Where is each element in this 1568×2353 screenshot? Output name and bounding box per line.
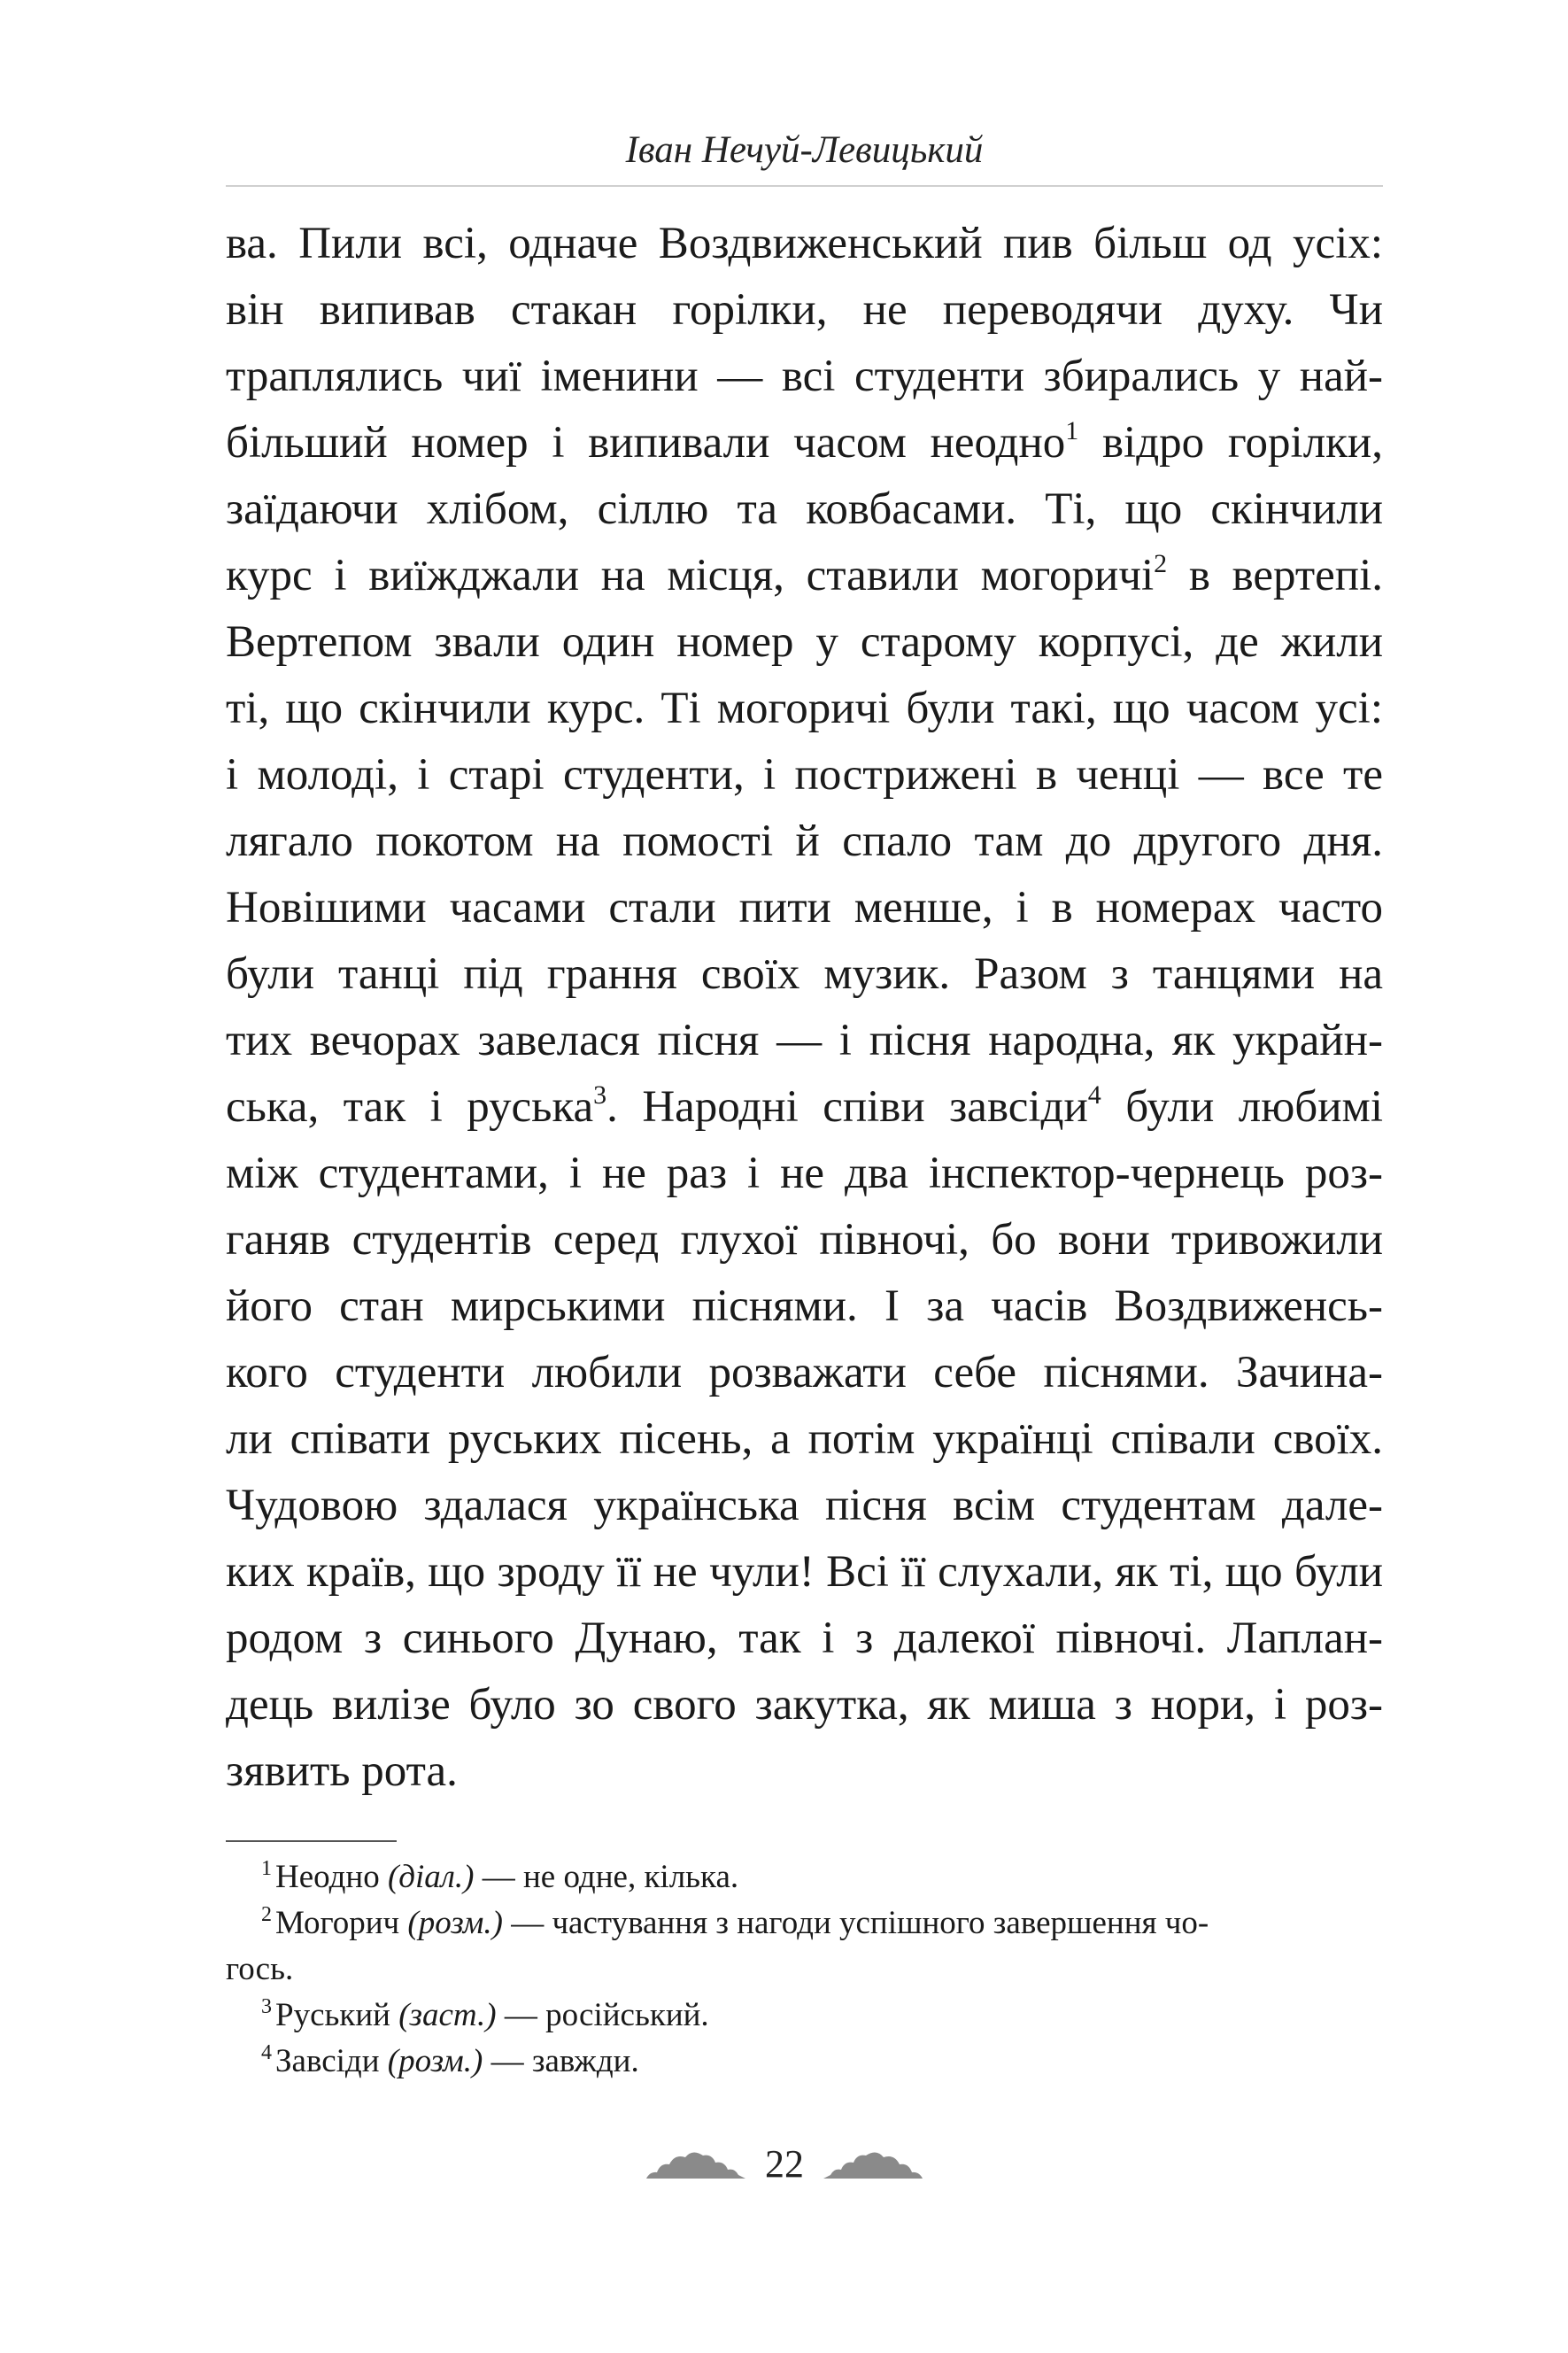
page-footer [0,2140,1568,2193]
text-line: Новішими часами стали пити менше, і в номерах часто [226,883,1383,933]
footnote-ref: 2 [1154,549,1168,578]
footnote-label: (діал.) [387,1859,475,1895]
body-text [226,211,1383,1805]
text-line: траплялись чиї іменини — всі студенти збирались у най- [226,352,1383,401]
footnote-definition: — завжди. [483,2043,639,2079]
footnote-definition: — не одне, кілька. [474,1859,739,1895]
footnote-continuation: гось. [226,1951,294,1987]
text-segment: відро горілки, [1078,418,1383,468]
text-line: лягало покотом на помості й спало там до другого дня. [226,817,1383,866]
text-line: зявить рота. [226,1746,458,1796]
text-line: дець вилізе було зо свого закутка, як миша з нори, і роз- [226,1680,1383,1730]
footnote-term: Могорич [275,1905,400,1941]
text-line: і молоді, і старі студенти, і пострижені в ченці — все те [226,750,1383,800]
footnote-label: (розм.) [407,1905,503,1941]
text-line: Чудовою здалася українська пісня всім студентам дале- [226,1481,1383,1530]
text-line: були танці під грання своїх музик. Разом з танцями на [226,949,1383,999]
footnote-definition: — російський. [496,1997,709,2033]
text-segment: були любимі [1101,1082,1383,1132]
footnote-term: Руський [275,1997,390,2033]
footnote-divider [226,1840,397,1842]
text-line: ли співати руських пісень, а потім українці співали своїх. [226,1414,1383,1464]
footnote-item [226,1993,1383,2039]
footnote-term: Неодно [275,1859,380,1895]
footnote-ref: 4 [1087,1080,1101,1110]
footnote-item [226,1900,1383,1993]
text-line: ва. Пили всі, одначе Воздвиженський пив більш од усіх: [226,219,1383,268]
text-segment: більший номер і випивали часом неодно [226,418,1066,468]
text-line: заїдаючи хлібом, сіллю та ковбасами. Ті, що скінчили [226,484,1383,534]
footnote-term: Завсіди [275,2043,380,2079]
text-segment: ська, так і руська [226,1082,594,1132]
footnote-definition: — частування з нагоди успішного завершення чо- [502,1905,1209,1941]
text-line: він випивав стакан горілки, не переводячи духу. Чи [226,285,1383,335]
footnote-number: 3 [261,1995,272,2018]
running-header-author: Іван Нечуй-Левицький [625,129,984,171]
text-line [226,410,1383,476]
footnote-number: 1 [261,1857,272,1880]
footnote-ref: 1 [1065,416,1079,445]
text-line: ті, що скінчили курс. Ті могоричі були такі, що часом усі: [226,684,1383,733]
footnote-number: 2 [261,1903,272,1926]
text-line: ганяв студентів серед глухої півночі, бо вони тривожили [226,1215,1383,1265]
footnote-ref: 3 [593,1080,607,1110]
cloud-ornament-icon [822,2145,942,2182]
cloud-ornament-icon [627,2145,747,2182]
text-line: між студентами, і не раз і не два інспектор-чернець роз- [226,1149,1383,1198]
footnote-item [226,1854,1383,1900]
text-segment: курс і виїжджали на місця, ставили могоричі [226,551,1155,600]
text-line: його стан мирськими піснями. І за часів Воздвиженсь- [226,1281,1383,1331]
text-segment: в вертепі. [1167,551,1384,600]
text-line: ких країв, що зроду її не чули! Всі її слухали, як ті, що були [226,1547,1383,1597]
footnote-label: (заст.) [398,1997,497,2033]
footnote-number: 4 [261,2041,272,2064]
text-line: Вертепом звали один номер у старому корпусі, де жили [226,617,1383,667]
text-line: родом з синього Дунаю, так і з далекої півночі. Лаплан- [226,1614,1383,1663]
page-number: 22 [765,2142,804,2186]
text-line [226,1074,1383,1141]
footnote-item [226,2039,1383,2085]
footnote-label: (розм.) [387,2043,483,2079]
text-line [226,543,1383,609]
text-line: кого студенти любили розважати себе піснями. Зачина- [226,1348,1383,1397]
header-divider [226,185,1383,187]
text-segment: . Народні співи завсіди [606,1082,1088,1132]
footnotes [226,1854,1383,2085]
text-line: тих вечорах завелася пісня — і пісня народна, як украйн- [226,1016,1383,1065]
